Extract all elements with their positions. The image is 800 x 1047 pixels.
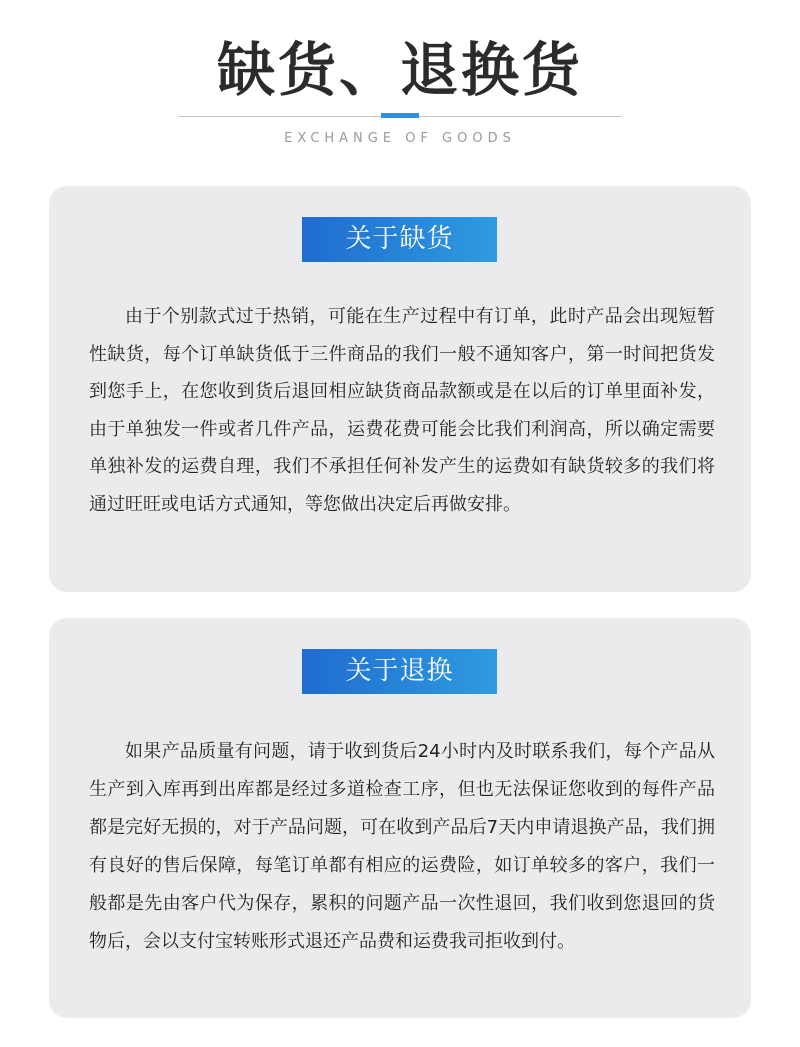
page-header <box>0 0 800 160</box>
returns-text: 如果产品质量有问题，请于收到货后24小时内及时联系我们，每个产品从生产到入库再到出库都是经过多道检查工序，但也无法保证您收到的每件产品都是完好无损的，对于产品问题，可在收到产品后7天内申请退换产品，我们拥有良好的售后保障，每笔订单都有相应的运费险，如订单较多的客户，我们一般都是先由客户代为保存，累积的问题产品一次性退回，我们收到您退回的货物后，会以支付宝转账形式退还产品费和运费我司拒收到付。 <box>89 741 715 952</box>
out-of-stock-card <box>49 186 751 592</box>
page-title: 缺货、退换货 <box>216 36 583 104</box>
page-subtitle: EXCHANGE OF GOODS <box>284 131 516 146</box>
returns-heading: 关于退换 <box>302 649 497 694</box>
returns-card <box>49 618 751 1018</box>
out-of-stock-text: 由于个别款式过于热销，可能在生产过程中有订单，此时产品会出现短暂性缺货，每个订单缺货低于三件商品的我们一般不通知客户，第一时间把货发到您手上，在您收到货后退回相应缺货商品款额或是在以后的订单里面补发，由于单独发一件或者几件产品，运费花费可能会比我们利润高，所以确定需要单独补发的运费自理，我们不承担任何补发产生的运费如有缺货较多的我们将通过旺旺或电话方式通知，等您做出决定后再做安排。 <box>89 306 715 515</box>
out-of-stock-heading: 关于缺货 <box>302 217 497 262</box>
title-accent-bar <box>381 113 419 118</box>
